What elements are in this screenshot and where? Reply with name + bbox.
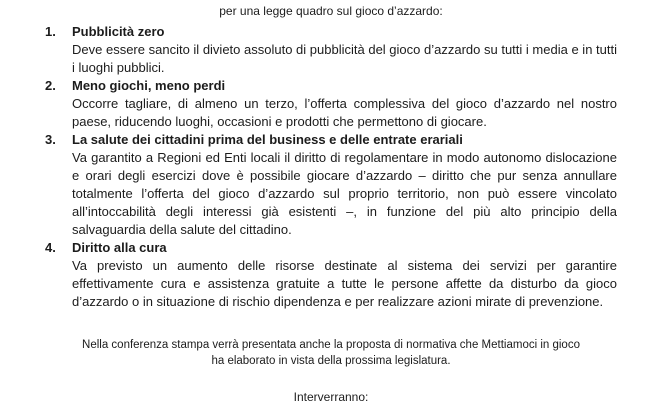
item-body: Va previsto un aumento delle risorse destinate al sistema dei servizi per garantire effettivamente cura e assistenza gratuite a tutte le persone affette da disturbo da gioco d’azzardo o in situazione di rischio dipendenza e per realizzare azioni mirate di prevenzione. (72, 258, 617, 309)
item-title: Meno giochi, meno perdi (72, 78, 226, 93)
item-number: 4. (45, 240, 56, 255)
list-item (45, 131, 617, 239)
item-content (72, 239, 617, 311)
list-item (45, 239, 617, 311)
item-content (72, 131, 617, 239)
item-number: 2. (45, 78, 56, 93)
item-content (72, 23, 617, 77)
list-item (45, 77, 617, 131)
numbered-list (0, 23, 662, 311)
item-title: La salute dei cittadini prima del business e delle entrate erariali (72, 132, 463, 147)
closing-line: Interverranno: (293, 390, 369, 404)
item-body: Deve essere sancito il divieto assoluto di pubblicità del gioco d’azzardo su tutti i media e in tutti i luoghi pubblici. (72, 42, 617, 75)
item-body: Va garantito a Regioni ed Enti locali il diritto di regolamentare in modo autonomo dislocazione e orari degli esercizi dove è possibile giocare d’azzardo – diritto che pur senza annullare totalmente l’offerta del gioco d’azzardo sul proprio territorio, non può essere vincolato all’intoccabilità degli interessi già esistenti –, in funzione del più alto principio della salvaguardia della salute del cittadino. (72, 150, 617, 237)
list-item (45, 23, 617, 77)
item-number: 3. (45, 132, 56, 147)
conference-note (0, 337, 662, 369)
item-body: Occorre tagliare, di almeno un terzo, l’offerta complessiva del gioco d’azzardo nel nostro paese, riducendo luoghi, occasioni e prodotti che permettono di giocare. (72, 96, 617, 129)
conference-note-line2: ha elaborato in vista della prossima legislatura. (211, 355, 451, 367)
intro-line: per una legge quadro sul gioco d’azzardo: (219, 4, 443, 18)
item-number: 1. (45, 24, 56, 39)
item-title: Pubblicità zero (72, 24, 165, 39)
item-content (72, 77, 617, 131)
item-title: Diritto alla cura (72, 240, 167, 255)
conference-note-line1: Nella conferenza stampa verrà presentata anche la proposta di normativa che Mettiamoci in gioco (82, 339, 580, 351)
